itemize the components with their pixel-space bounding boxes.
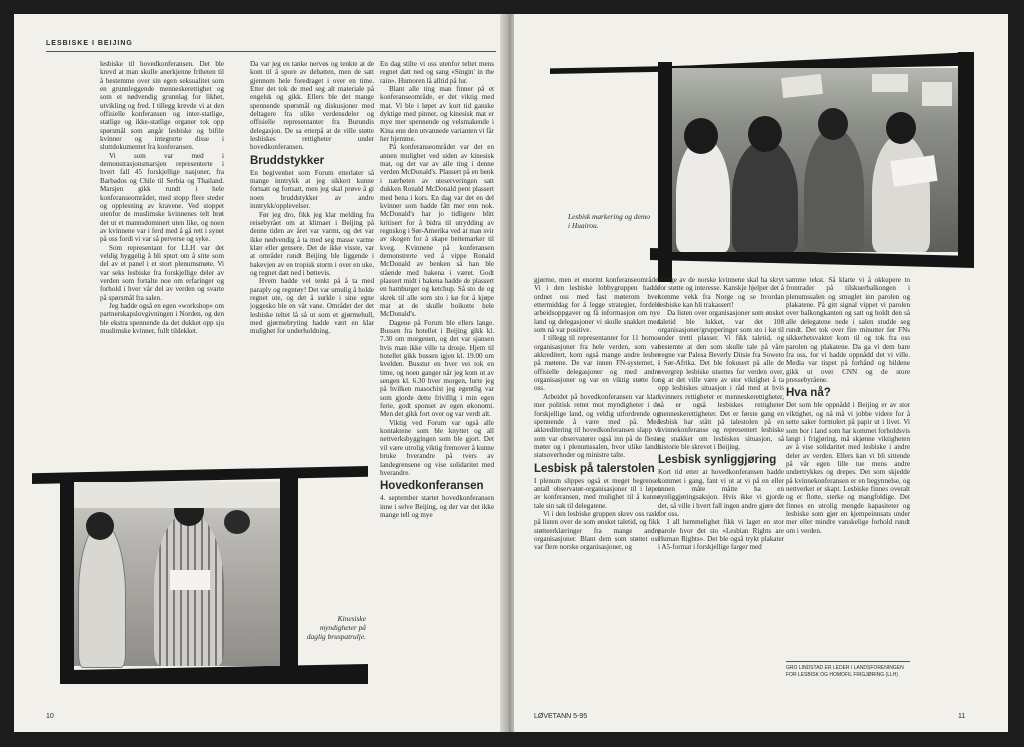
paragraph: samme tekst. Så klarte vi å okkupere to frontrader på tilskuerbalkongen i plenumssalen og smuglet inn parolen og plakatene. På gitt signal vippet vi parolen over balkongkanten og satt og holdt den så alle delegatene nede i salen studde seg rundt. Det tok over fire minutter før FNs sikkerhetsvakter kom til og tok fra oss parolen og plakatene. Da ga vi dem bare fra oss, for vi hadde oppnådd det vi ville. Media var tispet på forhånd og bildene gikk ut over CNN og de store pressebyråene. — [786, 276, 910, 385]
paragraph: På konferanseområdet var det en annen mulighet ved siden av kinesisk mat, og det var av alle ting i denne verden McDonald's. Plassert på en benk i nærheten av uteserveringen satt dukken Ronald McDonald pent plassert med bena i kors. En dag var det en del kvinner som hadde fått mer enn nok. McDonald's har jo tidligere blitt kritisert for å bidra til utrydding av regnskog i Sør-Amerika ved at man svir av skogen for å skape beitemarker til kveg. Kvinnene på konferansen demonstrerte ved å vippe Ronald McDonald av benken så han ble stående med bakena i været. Godt plassert midt i bakena hadde de plassert en hamburger og ketchup. Så sto de og skrek til alle som sto i kø for å kjøpe mat at de skulle boikotte hele McDonald's. — [380, 143, 494, 319]
paragraph: Som representant for LLH var det veldig hyggelig å bli spurt om å sitte som del av et panel i et stort plenumsmøte. Vi var seks lesbiske fra forskjellige deler av verden som fortalte noe om erfaringer og forhold i hver vår del av verden og svarte på spørsmål fra salen. — [100, 243, 224, 302]
left-column-2 — [250, 60, 374, 468]
section-heading: Bruddstykker — [250, 154, 325, 167]
running-head-rule — [46, 51, 496, 52]
paragraph: Da listen over organisasjoner som ønsket taletid ble lukket, var det 108 organisasjoner/grupperinger som sto i kø til under tretti plasser. Vi fikk taletid, og bestemte at den som skulle tale på våre vegne var Palesa Beverly Ditsie fra Soweto i Sør-Afrika. Det ble fokusert på alle de overgrep lesbiske utsettes for verden over, og at det ville være av stor viktighet å ta opp lesbiskes situasjon i råd med at hvis kvinners rettigheter er menneskerettigheter, så er også lesbiskes rettigheter menneskerettigheter. Det er første gang en lesbisk har stått på talestolen på en kvinnekonferanse og representert lesbiske og snakket om lesbiskes situasjon, så historie ble skrevet i Beijing. — [658, 309, 784, 451]
folio-left: 10 — [46, 713, 54, 720]
right-column-3 — [786, 276, 910, 656]
paragraph: I all hemmelighet fikk vi laget en stor parole hvor det sto «Lesbian Rights are Human Rights». Det ble også trykt plakater i A5-format i forskjellige farger med — [658, 518, 784, 552]
right-page — [514, 14, 1008, 732]
paragraph: Kort tid etter at hovedkonferansen hadde kommet i gang, fant vi ut at vi på en eller annen måte måtte ha en synliggjøringsaksjon. Hvis ikke vi gjorde det, så ville i hvert fall ingen andre gjøre det for oss. — [658, 468, 784, 518]
running-head: LESBISKE I BEIJING — [46, 40, 133, 47]
paragraph: gjørme, men et enormt konferanseområde. Vi i den lesbiske lobbygruppen hadde ordnet oss med fast møterom hver ettermiddag for å legge strategier, fordele arbeidsoppgaver og få informasjon om nye land og delegasjoner vi skulle snakket med som nå var positive. — [534, 276, 660, 335]
paragraph: Det som ble oppnådd i Beijing er av stor viktighet, og nå må vi jobbe videre for å sette saker formulert på papir ut i livet. Vi som bor i land som har kommet forholdsvis langt i frigjøring, må skjønne viktigheten av å vise solidaritet med lesbiske i andre deler av verden. Ellers kan vi bli sittende på vår egen lille tue mens andre undertrykkes og drepes. Det som skjedde på kvinnekonferansen er en begynnelse, og nettverket er skapt. Lesbiske finnes overalt og er flotte, sterke og mangfoldige. Det finnes en utrolig mengde kapasiteter og lesbiske som gjør en kjempeinnsats under mer eller mindre vanskelige forhold rundt om i verden. — [786, 401, 910, 535]
section-heading: Hva nå? — [786, 387, 831, 400]
paragraph: Blant alle ting man finner på et konferanseområde, er det viktig med mat. Vi ble i løpet av kort tid ganske dyktige med pinner, og kinesisk mat er mye mer spennende og velsmakende i Kina enn den utvannede varianten vi får her hjemme. — [380, 85, 494, 144]
paragraph: En begivenhet som Forum etterlater så mange inntrykk at jeg sikkert kunne fortsatt og fortsatt, men jeg skal prøve å gi noen bruddstykker av andre inntrykk/opplevelser. — [250, 168, 374, 211]
paragraph: I tillegg til representanter for 11 homo-organisasjoner fra hele verden, som var akkreditert, kom også mange andre lesber på møtene. De var innen FN-systemet, i offisielle delegasjoner og med andre organisasjoner og var en viktig støtte for oss. — [534, 334, 660, 393]
paragraph: Da var jeg en tanke nervøs og tenkte at de kom til å sporе av debatten, men de satt gjennom hele foredraget i over en time. Etter det tok de med seg alt materiale på engelsk og gikk. Ellers ble det mange spennende spørsmål og diskusjoner med deltagere fra ulike verdensdeler og offisielle representanter fra Burundis delegasjon. De sa etterpå at de ville støtte lesbiskes rettigheter under hovedkonferansen. — [250, 60, 374, 152]
section-heading: Lesbisk synliggjøring — [658, 454, 777, 467]
right-photo-caption: Lesbisk markering og demo i Huairou. — [568, 212, 650, 230]
footer-magazine: LØVETANN 5-95 — [534, 713, 588, 720]
paragraph: Dagene på Forum ble ellers lange. Bussen fra hotellet i Beijing gikk kl. 7.30 om morgenen, og det var sjansen hvis man ikke ville ta drosje. Hjem til hotellet gikk bussen igjen kl. 19.00 om kvelden. Busstur en hver vei tok en time, og noen ganger når jeg kom ut av sengen kl. 6.30 hver morgen, lurte jeg på hvilken masochist jeg egentlig var som gjorde dette frivillig i min egen ferie, godt sponset av egen økonomi. Men det gikk fort over og var verdt alt. — [380, 318, 494, 419]
right-photo-image — [672, 68, 958, 252]
paragraph: Hvem hadde vel tenkt på å ta med paraply og regntøy! Det var umulig å holde regnet ute, og det å surkle i sine egne joggesko ble en våt vane. Områdеt der det lesbiske teltet lå så ut som et gjørmehull, med gjørmebryting hadde vært en klar mulighet for underholdning. — [250, 277, 374, 336]
paragraph: mange av de norske kvinnene skal ha skryt for støtte og interesse. Kanskje hjelper det å komme vekk fra Norge og se hvordan lesbiske kan bli trakassert! — [658, 276, 784, 310]
paragraph: Vi som var med i demonstrasjonsmarsjen representerte i hvert fall 45 forskjellige nasjoner, fra Barbados og Chile til Serbia og Thailand. Marsjen gikk rundt i hele konferanseområdet, med stopp flere steder og opplesning av kravene. Ved stoppet utenfor de muslimske kvinnenes telt brøt det ut et mannsdominert uten like, og noen av kvinnene var i ferd med å gå rett i synet på oss fordi vi var så perverse og syke. — [100, 151, 224, 244]
folio-right: 11 — [958, 713, 966, 720]
author-credit: GRO LINDSTAD ER LEDER I LANDSFORENINGEN FOR LESBISK OG HOMOFIL FRIGJØRING (LLH) — [786, 661, 910, 678]
right-column-2 — [658, 276, 784, 684]
paragraph: Viktig ved Forum var også alle kontaktene som ble knyttet og all nettverksbyggingen som ble gjort. Det vil være utrolig viktig fremover å kunne bruke hverandre på tvers av landegrensene og vise solidaritet med hverandre. — [380, 418, 494, 477]
paragraph: En dag stilte vi oss utenfor teltet mens regnet datt ned og sang «Singin' in the rain». Humoren lå alltid på lur. — [380, 60, 494, 85]
right-column-1 — [534, 276, 660, 684]
left-column-3 — [380, 60, 494, 685]
left-photo-caption: Kinesiske myndigheter på daglig bruspatrulje. — [306, 614, 366, 641]
section-heading: Hovedkonferansen — [380, 480, 484, 493]
paragraph: Før jeg dro, fikk jeg klar melding fra reisebyrået om at klimaet i Beijing på denne tiden av året var varmt, og det var ikke nødvendig å ta med seg masse varme klær eller gensere. Det de ikke visste, var at områder rundt Beijing ble liggende i bakevjen av en tropisk storm i over en uke, og regnet datt ned i bøttevis. — [250, 210, 374, 277]
paragraph: I plenum slippes også et meget begrenset antall observatør-organisasjoner til i løpet av konferansen, med mulighet til å kunne tale sin sak til delegatene. — [534, 476, 660, 510]
section-heading: Lesbisk på talerstolen — [534, 462, 655, 475]
left-photo-image — [74, 482, 280, 666]
left-photo — [32, 466, 368, 684]
paragraph: 4. september startet hovedkonferansen inne i selve Beijing, og der var det ikke mange tell og mye — [380, 494, 494, 519]
paragraph: lesbiske til hovedkonferansen. Det ble krevd at man skulle anerkjenne friheten til å bestemme over sin egen seksualitet som en grunnleggende menneskerettighet og som et nødvendig grunnlag for likhet, utvikling og fred. I tillegg krevde vi at den offisielle konferansen og inter-statlige, statlige og ikke-statlige organer tok opp spørsmål som angår lesbiske og bifile kvinner og integrerte disse i sluttdokumentet fra konferansen. — [100, 60, 224, 152]
left-page — [14, 14, 506, 732]
paragraph: Jeg hadde også en egen «workshop» om partnerskapslovgivningen i Norden, og den ble ekstra spennende da det dukket opp sju muslimske kvinner, fullt tildekket. — [100, 301, 224, 335]
right-photo — [550, 52, 974, 282]
paragraph: Arbeidet på hovedkonferansen var klart mer politisk rettet mot myndigheter i de forskjellige land, og veldig utfordrende og spennende å være med på. Med akkreditering til hovedkonferansen slapp vi som var observatører også inn på de fleste møter og i plenumssalen, hvor ulike lands statsoverhoder og ministre talte. — [534, 392, 660, 460]
left-column-1 — [100, 60, 224, 468]
paragraph: Vi i den lesbiske gruppen skrev oss raskt på listen over de som ønsket taletid, og fikk støtteerklæringer fra mange andre organisasjoner. Blant dem som støttet oss var flere norske organisasjoner, og — [534, 509, 660, 552]
